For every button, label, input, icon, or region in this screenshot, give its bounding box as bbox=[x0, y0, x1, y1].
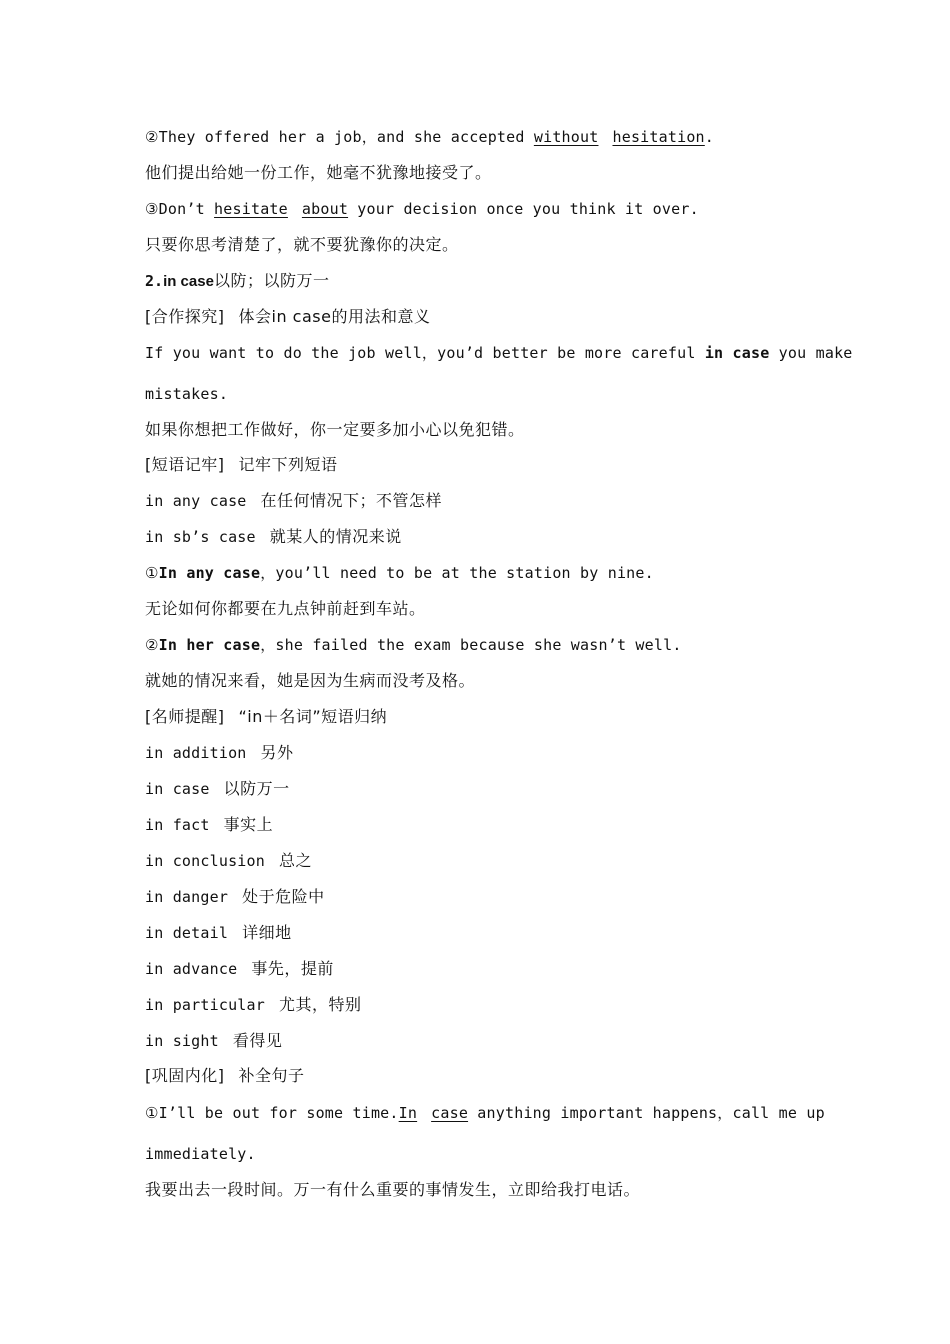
section-number: 2. bbox=[145, 272, 164, 290]
subsection-tag: [合作探究] bbox=[145, 307, 225, 326]
example-sentence bbox=[145, 635, 815, 655]
subsection-text: 体会in case的用法和意义 bbox=[238, 307, 431, 326]
phrase: in sb’s case bbox=[145, 528, 256, 546]
phrase: in case bbox=[145, 780, 210, 798]
translation: 我要出去一段时间。万一有什么重要的事情发生，立即给我打电话。 bbox=[145, 1180, 641, 1199]
sentence-text: ②They offered her a job，and she accepted bbox=[145, 128, 534, 146]
phrase-meaning: 在任何情况下；不管怎样 bbox=[260, 491, 443, 510]
phrase: in danger bbox=[145, 888, 229, 906]
example-sentence bbox=[145, 127, 815, 147]
subsection-label bbox=[145, 307, 815, 327]
phrase-meaning: 以防万一 bbox=[223, 779, 290, 798]
phrase-entry bbox=[145, 923, 815, 943]
phrase-entry bbox=[145, 527, 815, 547]
phrase-entry bbox=[145, 815, 815, 835]
translation: 如果你想把工作做好，你一定要多加小心以免犯错。 bbox=[145, 420, 525, 439]
subsection-label bbox=[145, 1066, 815, 1086]
phrase: in fact bbox=[145, 816, 210, 834]
phrase-entry bbox=[145, 959, 815, 979]
key-phrase: In any case bbox=[158, 564, 261, 582]
phrase: in advance bbox=[145, 960, 238, 978]
sentence-text: ①I’ll be out for some time. bbox=[145, 1104, 399, 1122]
sentence-text: . bbox=[704, 128, 715, 146]
answer-blank: case bbox=[431, 1104, 469, 1122]
subsection-label bbox=[145, 455, 815, 475]
translation: 就她的情况来看，她是因为生病而没考及格。 bbox=[145, 671, 476, 690]
phrase-entry bbox=[145, 743, 815, 763]
example-sentence bbox=[145, 199, 815, 219]
phrase-meaning: 总之 bbox=[279, 851, 313, 870]
section-heading bbox=[145, 271, 815, 292]
answer-blank: hesitate bbox=[214, 200, 288, 218]
phrase-entry bbox=[145, 851, 815, 871]
translation: 他们提出给她一份工作，她毫不犹豫地接受了。 bbox=[145, 163, 492, 182]
subsection-tag: [名师提醒] bbox=[145, 707, 225, 726]
example-sentence bbox=[145, 343, 853, 363]
answer-blank: without bbox=[533, 128, 599, 146]
phrase-meaning: 详细地 bbox=[242, 923, 292, 942]
phrase-entry bbox=[145, 1031, 815, 1051]
translation: 只要你思考清楚了，就不要犹豫你的决定。 bbox=[145, 235, 459, 254]
subsection-label bbox=[145, 707, 815, 727]
phrase: in detail bbox=[145, 924, 229, 942]
subsection-text: 记牢下列短语 bbox=[238, 455, 338, 474]
section-meaning: 以防；以防万一 bbox=[213, 271, 330, 290]
subsection-text: “in＋名词”短语归纳 bbox=[238, 707, 388, 726]
phrase-entry bbox=[145, 995, 815, 1015]
phrase-meaning: 事先，提前 bbox=[251, 959, 334, 978]
answer-blank: hesitation bbox=[612, 128, 705, 146]
phrase: in addition bbox=[145, 744, 247, 762]
phrase-entry bbox=[145, 887, 815, 907]
phrase-entry bbox=[145, 491, 815, 511]
translation: 无论如何你都要在九点钟前赶到车站。 bbox=[145, 599, 426, 618]
sentence-continuation: mistakes. bbox=[145, 385, 229, 403]
phrase-meaning: 事实上 bbox=[223, 815, 274, 834]
sentence-text: your decision once you think it over. bbox=[348, 200, 699, 218]
phrase: in sight bbox=[145, 1032, 219, 1050]
phrase-meaning: 另外 bbox=[260, 743, 294, 762]
sentence-text: ① bbox=[145, 564, 159, 582]
phrase-meaning: 处于危险中 bbox=[242, 887, 325, 906]
sentence-text: ③Don’t bbox=[145, 200, 215, 218]
example-sentence bbox=[145, 1103, 825, 1123]
sentence-text: ② bbox=[145, 636, 159, 654]
subsection-text: 补全句子 bbox=[238, 1066, 305, 1085]
phrase-meaning: 看得见 bbox=[232, 1031, 283, 1050]
example-sentence bbox=[145, 563, 815, 583]
phrase: in particular bbox=[145, 996, 265, 1014]
section-phrase: in case bbox=[163, 273, 214, 290]
phrase: in any case bbox=[145, 492, 247, 510]
phrase: in conclusion bbox=[145, 852, 265, 870]
phrase-meaning: 尤其，特别 bbox=[279, 995, 362, 1014]
answer-blank: about bbox=[301, 200, 349, 218]
phrase-entry bbox=[145, 779, 815, 799]
subsection-tag: [巩固内化] bbox=[145, 1066, 225, 1085]
key-phrase: In her case bbox=[158, 636, 261, 654]
sentence-text: If you want to do the job well，you’d better be more careful in case you make bbox=[145, 344, 853, 362]
answer-blank: In bbox=[398, 1104, 418, 1122]
sentence-text: anything important happens，call me up bbox=[468, 1104, 825, 1122]
sentence-text: ，you’ll need to be at the station by nine. bbox=[260, 564, 654, 582]
sentence-text: ，she failed the exam because she wasn’t well. bbox=[260, 636, 682, 654]
subsection-tag: [短语记牢] bbox=[145, 455, 225, 474]
phrase-meaning: 就某人的情况来说 bbox=[269, 527, 402, 546]
sentence-continuation: immediately. bbox=[145, 1145, 256, 1163]
key-phrase: in case bbox=[704, 344, 770, 362]
